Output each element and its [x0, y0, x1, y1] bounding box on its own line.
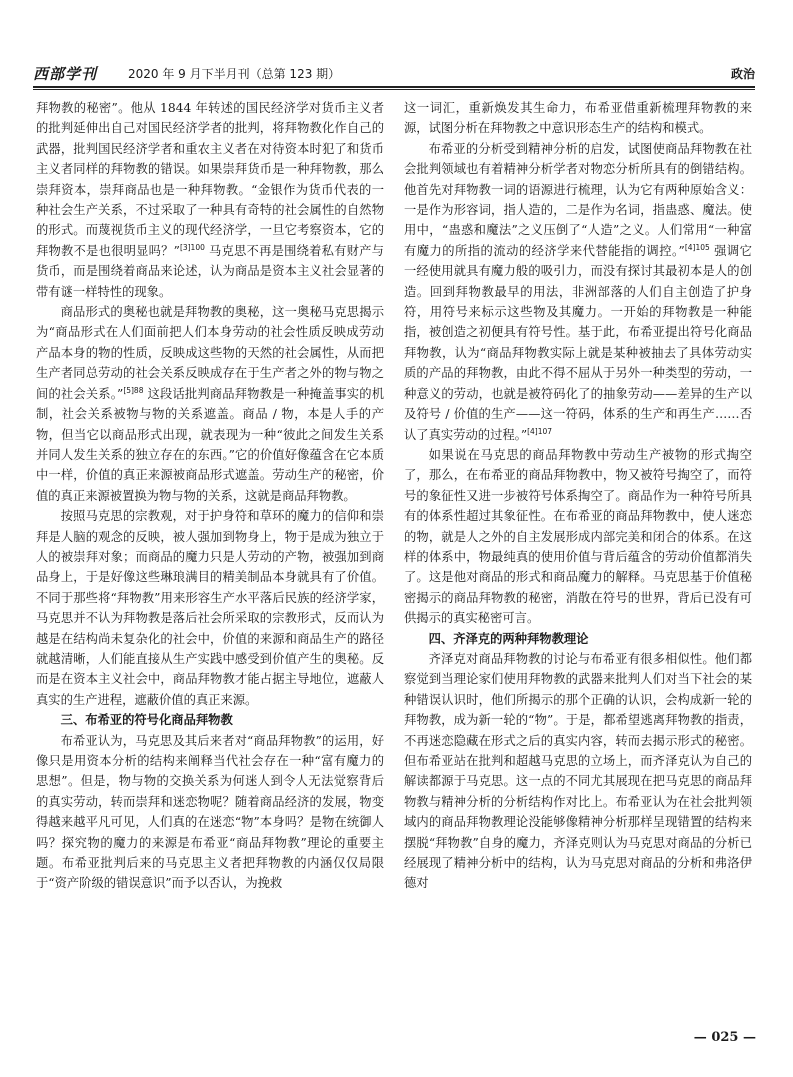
journal-logo: 西部学刊 [33, 65, 98, 83]
paragraph: 这一词汇，重新焕发其生命力，布希亚借重新梳理拜物教的来源，试图分析在拜物教之中意识形态生产的结构和模式。 [404, 101, 752, 136]
issue-info: 2020 年 9 月下半月刊（总第 123 期） [128, 67, 341, 81]
citation-ref: [4]105 [684, 242, 710, 252]
citation-ref: [5]88 [123, 385, 144, 395]
header-rule-thick [33, 86, 755, 88]
left-column [36, 98, 384, 894]
section-heading: 四、齐泽克的两种拜物教理论 [428, 631, 589, 646]
right-column [404, 98, 752, 894]
paragraph: 如果说在马克思的商品拜物教中劳动生产被物的形式掏空了，那么，在布希亚的商品拜物教中，物又被符号掏空了，而符号的象征性又进一步被符号体系掏空了。商品作为一种符号所具有的体系性超过其象征性。在布希亚的商品拜物教中，使人迷恋的物，就是人之外的自主发展形成内部完美和闭合的体系。在这样的体系中，物最纯真的使用价值与背后蕴含的劳动价值都消失了。这是他对商品的形式和商品魔力的解释。马克思基于价值秘密揭示的商品拜物教的秘密，消散在符号的世界，背后已没有可供揭示的真实秘密可言。 [404, 447, 752, 626]
paragraph: 拜物教的秘密”。他从 1844 年转述的国民经济学对货币主义者的批判延伸出自己对国民经济学者的批判，将拜物教化作自己的武器，批判国民经济学者和重农主义者在对待资本时犯了和货币主义者同样的拜物教的错误。如果崇拜货币是一种拜物教，那么崇拜资本，崇拜商品也是一种拜物教。“金银作为货币代表的一种社会生产关系，不过采取了一种具有奇特的社会属性的自然物的形式。而蔑视货币主义的现代经济学，一旦它考察资本，它的拜物教不是也很明显吗？”$^{[3]100}$ 马克思不再是围绕着私有财产与货币，而是围绕着商品来论述，认为商品是资本主义社会显著的带有谜一样特性的现象。 [36, 101, 384, 299]
section-name: 政治 [730, 67, 755, 81]
paragraph: 布希亚认为，马克思及其后来者对“商品拜物教”的运用，好像只是用资本分析的结构来阐释当代社会存在一种“富有魔力的思想”。但是，物与物的交换关系为何迷人到令人无法觉察背后的真实劳动，转而崇拜和迷恋物呢？随着商品经济的发展，物变得越来越平凡可见，人们真的在迷恋“物”本身吗？是物在统御人吗？探究物的魔力的来源是布希亚“商品拜物教”理论的重要主题。布希亚批判后来的马克思主义者把拜物教的内涵仅仅局限于“资产阶级的错误意识”而予以否认，为挽救 [36, 733, 384, 891]
running-header [33, 62, 755, 86]
page-number: — 025 — [693, 1030, 756, 1045]
paragraph: 商品形式的奥秘也就是拜物教的奥秘，这一奥秘马克思揭示为“商品形式在人们面前把人们本身劳动的社会性质反映成劳动产品本身的物的性质，反映成这些物的天然的社会属性，从而把生产者同总劳动的社会关系反映成存在于生产者之外的物与物之间的社会关系。”$^{[5]88}$ 这段话批判商品拜物教是一种掩盖事实的机制，社会关系被物与物的关系遮盖。商品 / 物，本是人手的产物，但当它以商品形式出现，就表现为一种“彼此之间发生关系并同人发生关系的独立存在的东西。”它的价值好像蕴含在它本质中一样，价值的真正来源被商品形式遮盖。劳动生产的秘密，价值的真正来源被置换为物与物的关系，这就是商品拜物教。 [36, 305, 384, 503]
citation-ref: [3]100 [179, 242, 205, 252]
section-heading: 三、布希亚的符号化商品拜物教 [60, 713, 233, 728]
header-rule-thin [33, 89, 755, 90]
citation-ref: [4]107 [527, 426, 553, 436]
paragraph: 齐泽克对商品拜物教的讨论与布希亚有很多相似性。他们都察觉到当理论家们使用拜物教的武器来批判人们对当下社会的某种错误认识时，他们所揭示的那个正确的认识，会构成新一轮的拜物教，成为新一轮的“物”。于是，都希望逃离拜物教的指责，不再迷恋隐藏在形式之后的真实内容，转而去揭示形式的秘密。但布希亚站在批判和超越马克思的立场上，而齐泽克认为自己的解读都源于马克思。这一点的不同尤其展现在把马克思的商品拜物教与精神分析的分析结构作对比上。布希亚认为在社会批判领域内的商品拜物教理论没能够像精神分析那样呈现错置的结构来摆脱“拜物教”自身的魔力，齐泽克则认为马克思对商品的分析已经展现了精神分析中的结构，认为马克思对商品的分析和弗洛伊德对 [404, 651, 752, 891]
paragraph: 按照马克思的宗教观，对于护身符和草环的魔力的信仰和崇拜是人脑的观念的反映，被人强加到物身上，物于是成为独立于人的被崇拜对象；而商品的魔力只是人劳动的产物，被强加到商品身上，于是好像这些琳琅满目的精美制品本身就具有了价值。不同于那些将“拜物教”用来形容生产水平落后民族的经济学家，马克思并不认为拜物教是落后社会所采取的宗教形式，反而认为越是在结构尚未复杂化的社会中，价值的来源和商品生产的路径就越清晰，人们能直接从生产实践中感受到价值产生的奥秘。反而是在资本主义社会中，商品拜物教才能占据主导地位，遮蔽人真实的生产进程，遮蔽价值的真正来源。 [36, 509, 384, 707]
paragraph: 布希亚的分析受到精神分析的启发，试图使商品拜物教在社会批判领域也有着精神分析学者对物恋分析所具有的倒错结构。他首先对拜物教一词的语源进行梳理，认为它有两种原始含义：一是作为形容词，指人造的，二是作为名词，指蛊惑、魔法。使用中，“蛊惑和魔法”之义压倒了“人造”之义。人们常用“一种富有魔力的所指的流动的经济学来代替能指的调控。”$^{[4]105}$ 强调它一经使用就具有魔力般的吸引力，而没有探讨其最初本是人的创造。回到拜物教最早的用法，非洲部落的人们自主创造了护身符，用符号来标示这些物及其魔力。一开始的拜物教是一种能指，被创造之初便具有符号性。基于此，布希亚提出符号化商品拜物教，认为“商品拜物教实际上就是某种被抽去了具体劳动实质的产品的拜物教，由此不得不屈从于另外一种类型的劳动，一种意义的劳动，也就是被符码化了的抽象劳动——差异的生产以及符号 / 价值的生产——这一符码，体系的生产和再生产……否认了真实劳动的过程。”$^{[4]107}$ [404, 141, 752, 442]
